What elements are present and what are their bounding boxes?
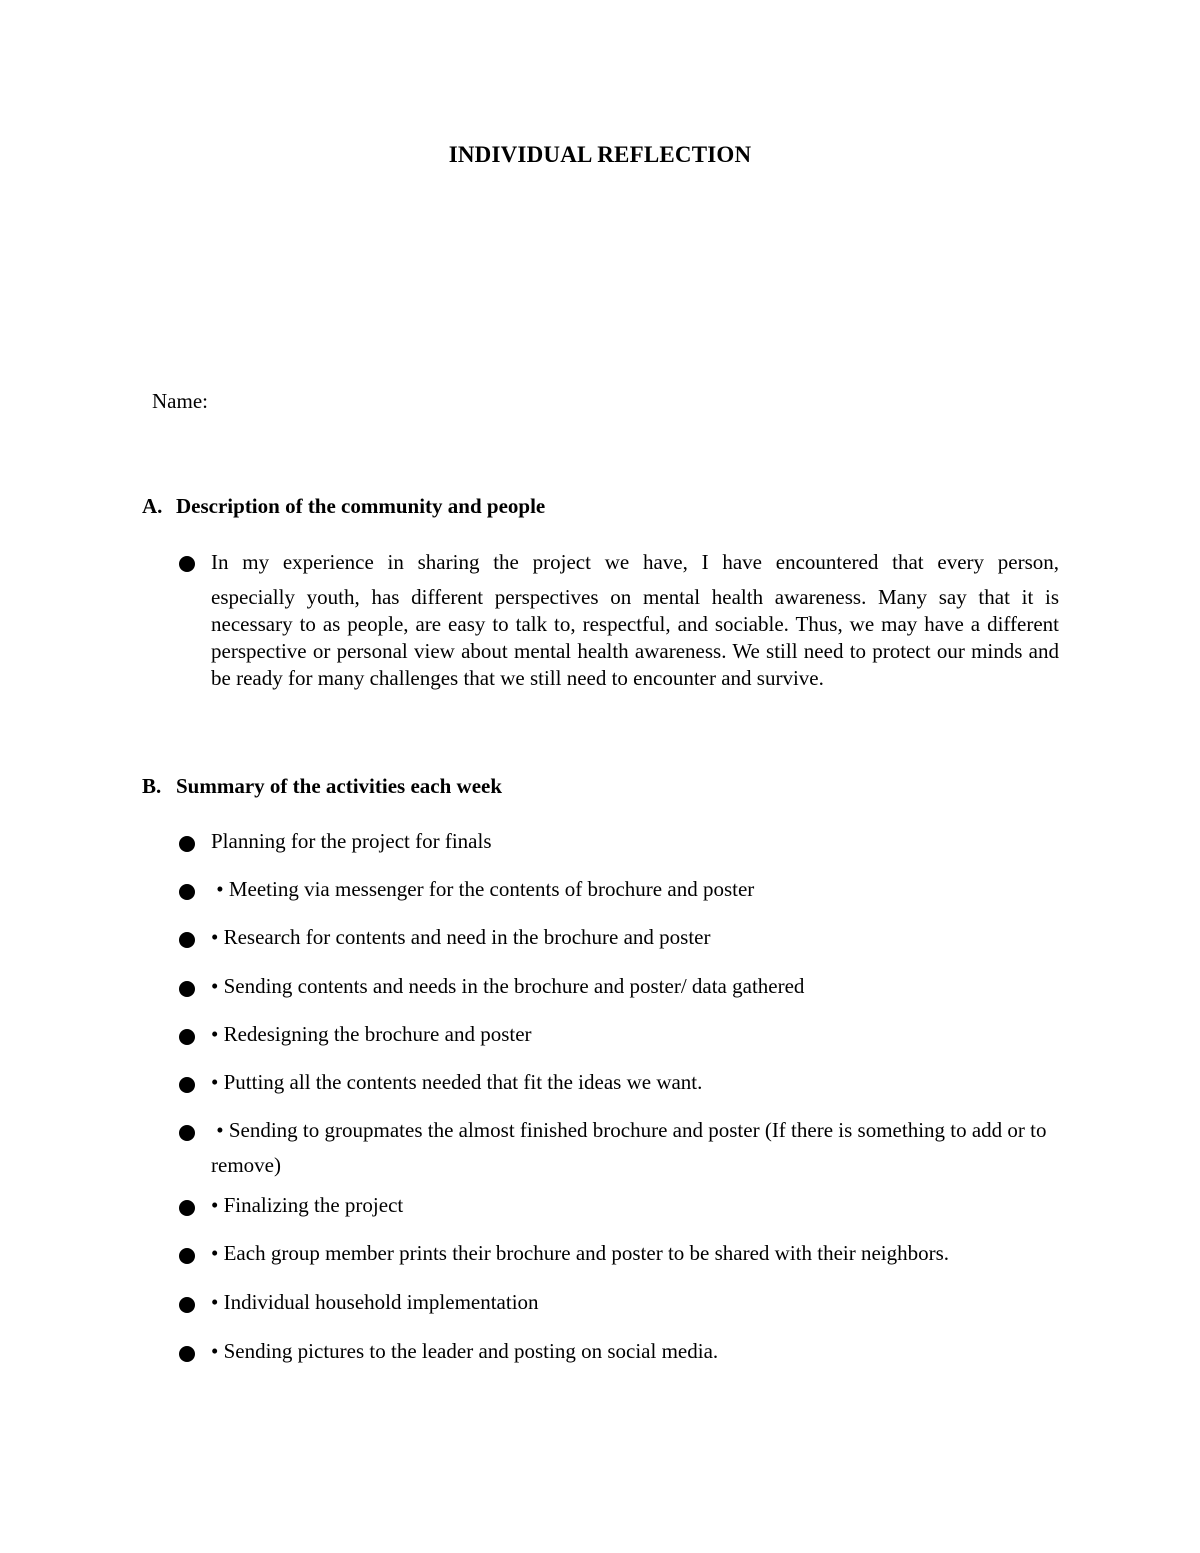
list-item: • Meeting via messenger for the contents of brochure and poster (211, 877, 755, 901)
bullet-icon (178, 553, 200, 575)
name-label: Name: (152, 389, 208, 413)
section-b-heading (142, 774, 502, 799)
bullet-icon (178, 881, 200, 903)
bullet-icon (178, 978, 200, 1000)
section-a-letter: A. (142, 494, 163, 518)
list-item: • Redesigning the brochure and poster (211, 1022, 532, 1046)
bullet-icon (178, 1122, 200, 1144)
bullet-icon (178, 1026, 200, 1048)
list-item: • Individual household implementation (211, 1290, 539, 1314)
bullet-icon (178, 1294, 200, 1316)
bullet-icon (178, 1343, 200, 1365)
section-b-letter: B. (142, 774, 162, 798)
bullet-icon (178, 833, 200, 855)
section-a-heading (142, 494, 545, 519)
list-item: • Putting all the contents needed that fit the ideas we want. (211, 1070, 703, 1094)
bullet-icon (178, 1074, 200, 1096)
bullet-icon (178, 1245, 200, 1267)
section-a-title: Description of the community and people (176, 494, 546, 518)
list-item: • Finalizing the project (211, 1193, 404, 1217)
paragraph-first-line: In my experience in sharing the project we have, I have encountered that every person, (211, 550, 1059, 574)
list-item: • Sending to groupmates the almost finished brochure and poster (If there is something to add or to remove) (211, 1118, 1052, 1177)
list-item: • Sending contents and needs in the brochure and poster/ data gathered (211, 974, 805, 998)
bullet-icon (178, 1197, 200, 1219)
paragraph-body: especially youth, has different perspectives on mental health awareness. Many say that it is necessary to as people, are easy to talk to, respectful, and sociable. Thus, we may have a different perspective or personal view about mental health awareness. We still need to protect our minds and be ready for many challenges that we still need to encounter and survive. (211, 585, 1059, 690)
page-title: INDIVIDUAL REFLECTION (448, 142, 752, 167)
list-item: • Research for contents and need in the brochure and poster (211, 925, 711, 949)
list-item: • Sending pictures to the leader and posting on social media. (211, 1339, 719, 1363)
section-b-title: Summary of the activities each week (176, 774, 503, 798)
list-item: Planning for the project for finals (211, 829, 492, 853)
list-item: • Each group member prints their brochure and poster to be shared with their neighbors. (211, 1241, 950, 1265)
section-a-paragraph (211, 549, 1059, 692)
bullet-icon (178, 929, 200, 951)
